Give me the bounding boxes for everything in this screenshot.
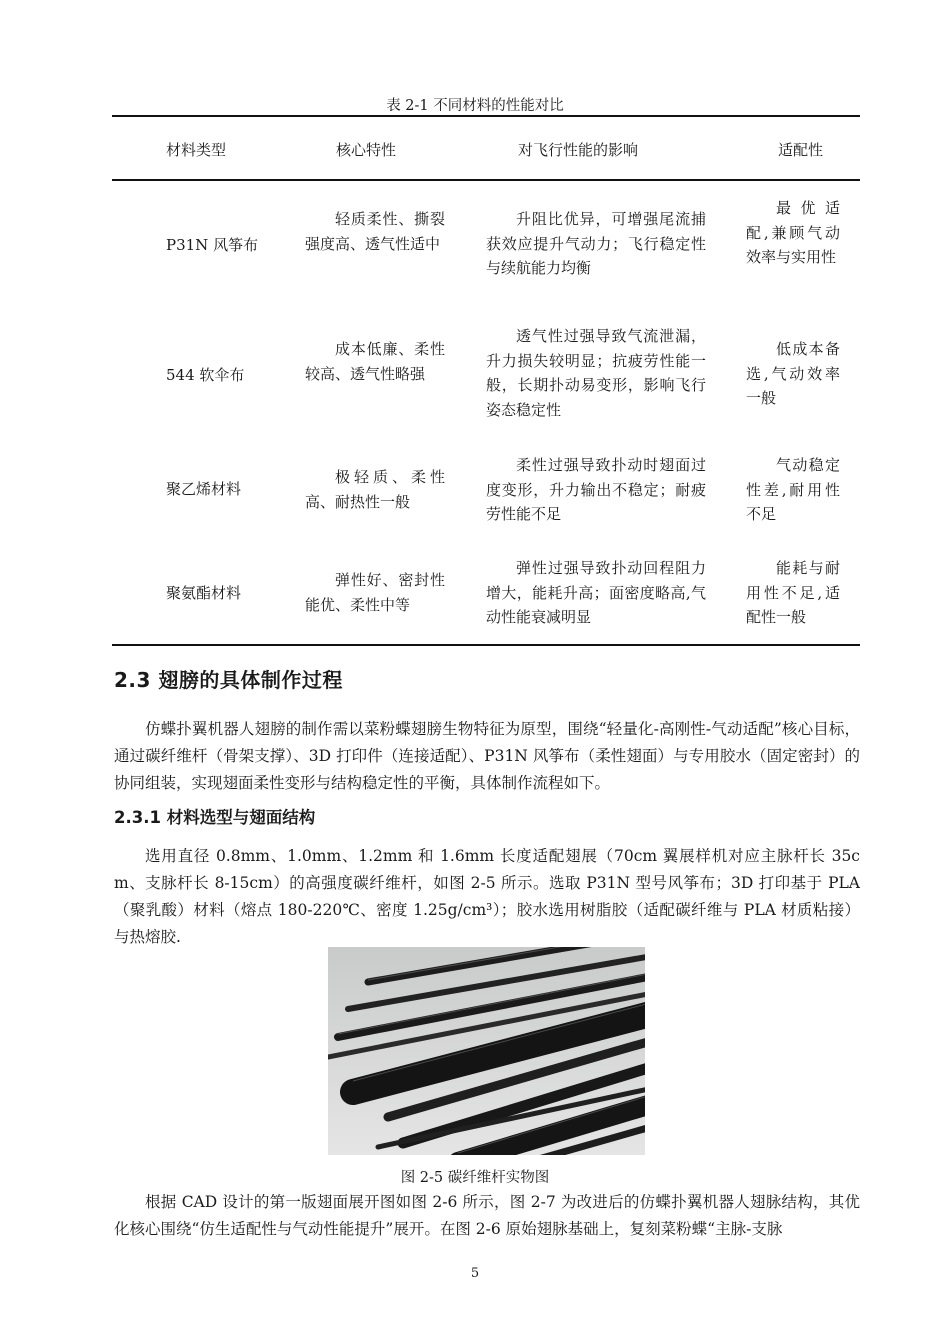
carbon-fiber-rods-illustration [328,947,645,1155]
table-row-1-impact: 升阻比优异，可增强尾流捕获效应提升气动力；飞行稳定性与续航能力均衡 [486,210,706,277]
section-heading: 2.3 翅膀的具体制作过程 [114,668,343,692]
table-row-3-material: 聚乙烯材料 [166,480,242,498]
table-row-4-fit: 能耗与耐用性不足,适配性一般 [746,559,840,626]
table-bottom-rule [112,644,860,646]
table-header-fit: 适配性 [778,141,824,159]
table-row-3-fit: 气动稳定性差,耐用性不足 [746,456,840,523]
table-row-1-feature: 轻质柔性、撕裂强度高、透气性适中 [305,210,445,253]
table-row-4-impact: 弹性过强导致扑动回程阻力增大，能耗升高；面密度略高,气动性能衰减明显 [486,559,706,626]
carbon-fiber-rods-photo [328,947,645,1155]
subsection-paragraph-1: 选用直径 0.8mm、1.0mm、1.2mm 和 1.6mm 长度适配翅展（70cm 翼展样机对应主脉杆长 35cm、支脉杆长 8-15cm）的高强度碳纤维杆，如图 2-5 所示。选取 P31N 型号风筝布；3D 打印基于 PLA（聚乳酸）材料（熔点 180-220℃、密度 1.25g/cm³）；胶水选用树脂胶（适配碳纤维与 PLA 材质粘接）与热熔胶. [114,847,860,946]
section-intro-paragraph: 仿蝶扑翼机器人翅膀的制作需以菜粉蝶翅膀生物特征为原型，围绕“轻量化-高刚性-气动适配”核心目标，通过碳纤维杆（骨架支撑）、3D 打印件（连接适配）、P31N 风筝布（柔性翅面）与专用胶水（固定密封）的协同组装，实现翅面柔性变形与结构稳定性的平衡，具体制作流程如下。 [114,720,860,792]
table-header-feature: 核心特性 [336,141,397,159]
table-row-3-impact: 柔性过强导致扑动时翅面过度变形，升力输出不稳定；耐疲劳性能不足 [486,456,706,523]
table-row-4-feature: 弹性好、密封性能优、柔性中等 [305,571,445,614]
table-header-rule [112,179,860,181]
figure-caption: 图 2-5 碳纤维杆实物图 [400,1170,550,1186]
table-row-2-fit: 低成本备选,气动效率一般 [746,340,840,407]
table-row-3-feature: 极轻质、柔性高、耐热性一般 [305,468,445,511]
table-row-1-fit: 最优适配,兼顾气动效率与实用性 [746,199,840,266]
table-row-2-impact: 透气性过强导致气流泄漏，升力损失较明显；抗疲劳性能一般，长期扑动易变形，影响飞行姿态稳定性 [486,327,706,419]
table-row-2-material: 544 软伞布 [166,366,245,384]
subsection-heading: 2.3.1 材料选型与翅面结构 [114,808,316,827]
subsection-paragraph-2: 根据 CAD 设计的第一版翅面展开图如图 2-6 所示，图 2-7 为改进后的仿蝶扑翼机器人翅脉结构，其优化核心围绕“仿生适配性与气动性能提升”展开。在图 2-6 原始翅脉基础上，复刻菜粉蝶“主脉-支脉 [114,1193,860,1238]
page-number: 5 [470,1266,480,1281]
table-row-1-material: P31N 风筝布 [166,236,259,254]
table-header-material: 材料类型 [166,141,227,159]
table-row-4-material: 聚氨酯材料 [166,584,242,602]
table-caption: 表 2-1 不同材料的性能对比 [386,98,564,114]
table-header-impact: 对飞行性能的影响 [518,141,639,159]
table-top-rule [112,115,860,117]
table-row-2-feature: 成本低廉、柔性较高、透气性略强 [305,340,445,383]
